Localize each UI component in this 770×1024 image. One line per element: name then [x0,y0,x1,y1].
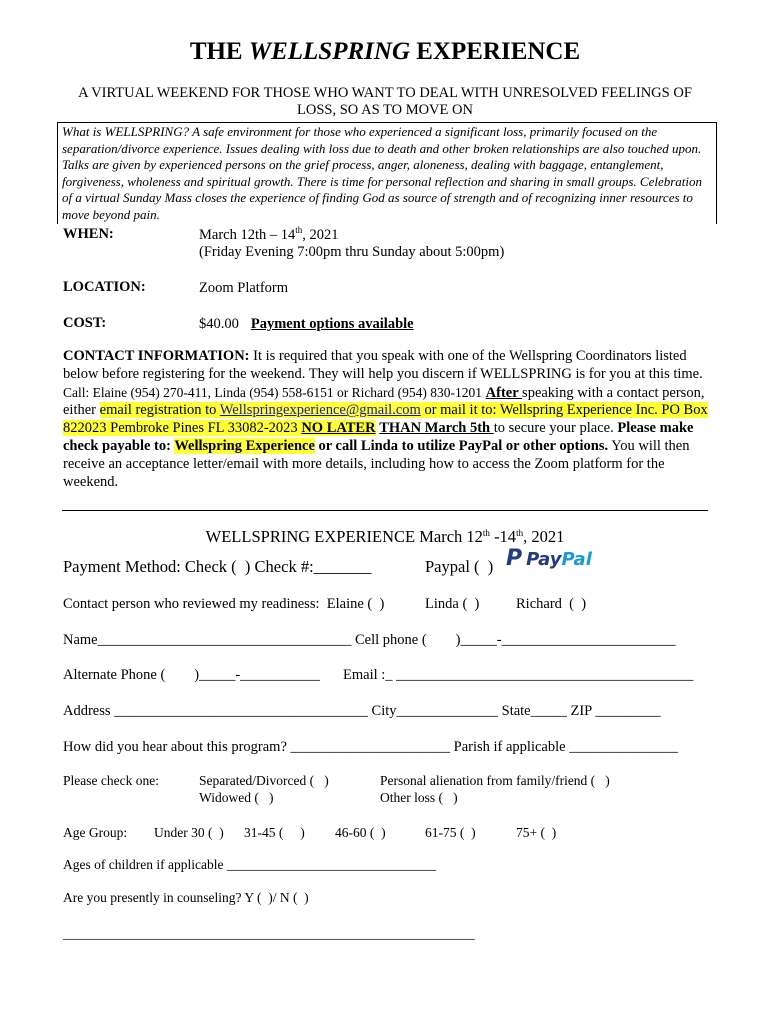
alternate-phone-field[interactable]: Alternate Phone ( )_____-___________ [63,667,320,683]
form-heading-b: -14 [489,527,517,546]
email-field[interactable]: Email :_ _________________________________________ [343,667,694,683]
contact-text2: speaking with a contact person, either [63,384,705,419]
contact-label: CONTACT INFORMATION: [63,348,250,364]
payment-options-link: Payment options available [250,316,414,332]
paypal-logo [506,546,610,574]
age-75-plus[interactable]: 75+ ( ) [516,825,557,840]
form-heading-c: , 2021 [523,527,565,546]
form-heading-sup1: th [482,528,490,538]
option-other-loss[interactable]: Other loss ( ) [380,790,458,805]
contact-deadline: THAN March 5th [379,420,494,437]
when-detail: (Friday Evening 7:00pm thru Sunday about 5:00pm) [199,244,505,260]
when-date-sup: th [295,225,303,235]
title-experience: EXPERIENCE [416,38,581,65]
payment-method-check[interactable]: Payment Method: Check ( ) Check #:_______ [63,557,372,576]
page-title [0,38,770,66]
option-separated[interactable]: Separated/Divorced ( ) [199,773,329,788]
contact-text1: It is required that you speak with one of the Wellspring Coordinators listed below before registering for the weekend. They will help you discern if WELLSPRING is for you at this time. [63,348,703,382]
title-brand: WELLSPRING [248,38,410,65]
contact-email-link[interactable]: Wellspringexperience@gmail.com [219,402,421,419]
payment-method-paypal[interactable]: Paypal ( ) [425,557,494,576]
age-31-45[interactable]: 31-45 ( ) [244,825,305,840]
when-date-year: , 2021 [302,227,339,243]
contact-payee: Wellspring Experience [174,437,315,454]
form-heading-a: WELLSPRING EXPERIENCE March 12 [205,527,483,546]
title-the: THE [189,38,243,65]
paypal-logo-mark: P [506,546,523,571]
age-46-60[interactable]: 46-60 ( ) [335,825,386,840]
contact-person-richard[interactable]: Richard ( ) [516,596,587,612]
when-label: WHEN: [63,226,114,242]
option-widowed[interactable]: Widowed ( ) [199,790,274,805]
contact-information [63,348,723,491]
age-group-label: Age Group: [63,825,128,840]
paypal-logo-pay: Pay [526,549,562,570]
option-alienation[interactable]: Personal alienation from family/friend ( ) [380,773,610,788]
form-heading [0,527,770,547]
section-divider [62,510,708,511]
what-is-wellspring-box: What is WELLSPRING? A safe environment for those who experienced a significant loss, primarily focused on the separation/divorce experience. Issues dealing with loss due to death and other broken relationships are also touched upon. Talks are given by experienced persons on the grief process, anger, aloneness, dealing with baggage, entanglement, forgiveness, wholeness and spiritual growth. There is time for personal reflection and sharing in small groups. Celebration of a virtual Sunday Mass closes the experience of finding God as source of strength and of recognizing inner resources to move beyond pain. [57,122,717,224]
children-ages-field[interactable]: Ages of children if applicable _______________________________ [63,857,437,872]
cost-label: COST: [63,315,107,331]
contact-after: After [485,384,523,401]
form-heading-sup2: th [516,528,524,538]
when-date-text: March 12th – 14 [199,227,296,243]
cost-amount: $40.00 [199,316,239,332]
address-field[interactable]: Address ___________________________________ City______________ State_____ ZIP _________ [63,703,661,719]
contact-payable: Please make check payable to: [63,420,694,454]
when-date [199,226,339,244]
location-label: LOCATION: [63,279,146,295]
age-under-30[interactable]: Under 30 ( ) [154,825,224,840]
location-value: Zoom Platform [199,280,289,296]
contact-email-reg: email registration to [99,402,220,419]
heard-parish-field[interactable]: How did you hear about this program? ______________________ Parish if applicable _______________ [63,739,678,755]
name-cell-field[interactable]: Name___________________________________ Cell phone ( )_____-________________________ [63,632,676,648]
contact-paypal-call: or call Linda to utilize PayPal or other options. [314,437,609,454]
signature-line[interactable]: _____________________________________________________________ [63,926,475,941]
subtitle: A VIRTUAL WEEKEND FOR THOSE WHO WANT TO DEAL WITH UNRESOLVED FEELINGS OF LOSS, SO AS TO MOVE ON [78,85,692,118]
contact-text4: You will then receive an acceptance letter/email with more details, including how to access the Zoom platform for the weekend. [63,437,690,490]
contact-text3: to secure your place. [493,420,618,437]
counseling-field[interactable]: Are you presently in counseling? Y ( )/ N ( ) [63,890,309,905]
age-61-75[interactable]: 61-75 ( ) [425,825,476,840]
contact-phones: Call: Elaine (954) 270-411, Linda (954) 558-6151 or Richard (954) 830-1201 [63,384,483,400]
paypal-logo-pal: Pal [561,549,592,570]
contact-person-elaine[interactable]: Contact person who reviewed my readiness: Elaine ( ) [63,596,385,612]
contact-person-linda[interactable]: Linda ( ) [425,596,480,612]
contact-deadline-hl: NO LATER [301,420,376,437]
contact-mail-address: or mail it to: Wellspring Experience Inc. PO Box 822023 Pembroke Pines FL 33082-2023 [63,402,708,437]
check-one-label: Please check one: [63,773,159,788]
cost-value [199,315,414,333]
